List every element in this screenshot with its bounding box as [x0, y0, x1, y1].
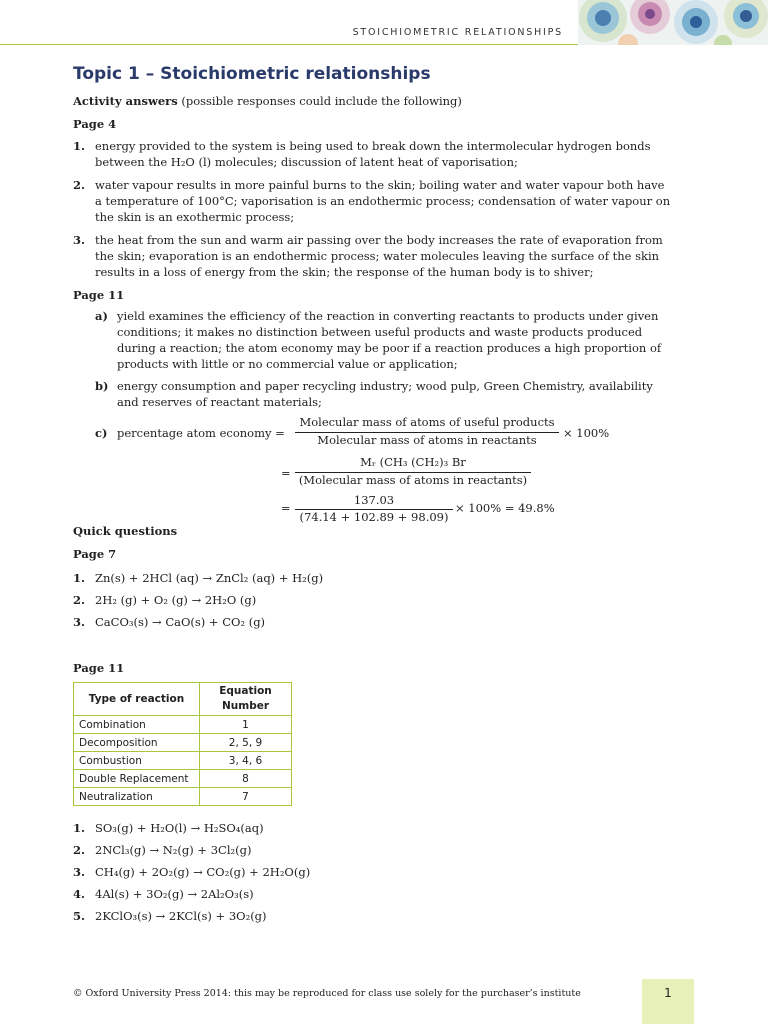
table-cell: 3, 4, 6 [200, 752, 292, 770]
table-cell: Combination [74, 716, 200, 734]
equals-sign: = [281, 466, 291, 480]
list-item-text: percentage atom economy = [117, 426, 285, 440]
table-row [74, 788, 292, 806]
item-number: 2. [73, 178, 86, 192]
table-cell: 8 [200, 770, 292, 788]
list-item-line: the skin; evaporation is an endothermic process; water molecules leaving the surface of the skin [95, 249, 660, 263]
table-cell: Combustion [74, 752, 200, 770]
fraction-denominator: (74.14 + 102.89 + 98.09) [299, 510, 449, 524]
fraction-denominator: Molecular mass of atoms in reactants [317, 433, 537, 447]
list-item-line: between the H₂O (l) molecules; discussion of latent heat of vaporisation; [95, 155, 518, 169]
item-number: 3. [73, 615, 86, 629]
table-row [74, 752, 292, 770]
formula-tail: × 100% = 49.8% [455, 501, 555, 515]
table-cell: 1 [200, 716, 292, 734]
intro-line [73, 93, 462, 109]
column-header: Type of reaction [74, 683, 200, 716]
list-item-line: yield examines the efficiency of the reaction in converting reactants to products under given [117, 309, 659, 323]
intro-bold: Activity answers [73, 94, 178, 108]
table-row [74, 734, 292, 752]
item-number: 4. [73, 887, 86, 901]
heading-quick-questions: Quick questions [73, 524, 178, 538]
list-item-line: during a reaction; the atom economy may be poor if a reaction produces a high proportion of [117, 341, 662, 355]
page-number: 1 [642, 979, 694, 1024]
running-title: STOICHIOMETRIC RELATIONSHIPS [352, 27, 563, 38]
table-cell: 2, 5, 9 [200, 734, 292, 752]
heading-page-11-quick: Page 11 [73, 661, 125, 675]
item-label: a) [95, 309, 108, 323]
equation: SO₃(g) + H₂O(l) → H₂SO₄(aq) [95, 821, 264, 835]
intro-rest: (possible responses could include the following) [177, 94, 462, 108]
list-item-line: the heat from the sun and warm air passing over the body increases the rate of evaporation from [95, 233, 663, 247]
list-item-line: and reserves of reactant materials; [117, 395, 322, 409]
item-number: 1. [73, 571, 86, 585]
list-item-line: a temperature of 100°C; vaporisation is an endothermic process; condensation of water vapour on [95, 194, 671, 208]
item-label: b) [95, 379, 109, 393]
equation: CaCO₃(s) → CaO(s) + CO₂ (g) [95, 615, 266, 629]
item-label: c) [95, 426, 108, 440]
heading-page-11: Page 11 [73, 288, 125, 302]
list-item-line: the skin is an exothermic process; [95, 210, 295, 224]
item-number: 3. [73, 865, 86, 879]
list-item-line: water vapour results in more painful burns to the skin; boiling water and water vapour both have [95, 178, 665, 192]
list-item-line: products with little or no commercial value or application; [117, 357, 458, 371]
formula-tail: × 100% [563, 426, 610, 440]
equation: CH₄(g) + 2O₂(g) → CO₂(g) + 2H₂O(g) [95, 865, 311, 879]
header-rule [0, 44, 578, 45]
fraction-numerator: Molecular mass of atoms of useful products [299, 415, 555, 429]
equation: Zn(s) + 2HCl (aq) → ZnCl₂ (aq) + H₂(g) [95, 571, 324, 585]
list-item-line: energy consumption and paper recycling industry; wood pulp, Green Chemistry, availability [117, 379, 653, 393]
equation: 4Al(s) + 3O₂(g) → 2Al₂O₃(s) [95, 887, 254, 901]
heading-page-7: Page 7 [73, 547, 117, 561]
table-header-row [74, 683, 292, 716]
list-item-line: results in a loss of energy from the skin; the response of the human body is to shiver; [95, 265, 594, 279]
item-number: 5. [73, 909, 86, 923]
list-item-line: energy provided to the system is being used to break down the intermolecular hydrogen bonds [95, 139, 651, 153]
item-number: 1. [73, 821, 86, 835]
table-row [74, 716, 292, 734]
column-header: Equation Number [200, 683, 292, 716]
table-row [74, 770, 292, 788]
equation: 2KClO₃(s) → 2KCl(s) + 3O₂(g) [95, 909, 267, 923]
table-cell: Double Replacement [74, 770, 200, 788]
equation: 2H₂ (g) + O₂ (g) → 2H₂O (g) [95, 593, 257, 607]
item-number: 1. [73, 139, 86, 153]
equation: 2NCl₃(g) → N₂(g) + 3Cl₂(g) [95, 843, 252, 857]
heading-page-4: Page 4 [73, 117, 117, 131]
header-decorative-image [578, 0, 768, 45]
item-number: 2. [73, 593, 86, 607]
table-cell: Neutralization [74, 788, 200, 806]
equals-sign: = [281, 501, 291, 515]
item-number: 2. [73, 843, 86, 857]
table-cell: Decomposition [74, 734, 200, 752]
page-title: Topic 1 – Stoichiometric relationships [73, 64, 431, 84]
fraction-numerator: 137.03 [353, 493, 395, 507]
reaction-type-table [73, 682, 292, 806]
item-number: 3. [73, 233, 86, 247]
copyright-footer: © Oxford University Press 2014: this may be reproduced for class use solely for the purchaser’s institute [73, 988, 581, 999]
fraction-denominator: (Molecular mass of atoms in reactants) [298, 473, 528, 487]
fraction-numerator: Mᵣ (CH₃ (CH₂)₃ Br [360, 455, 466, 469]
table-cell: 7 [200, 788, 292, 806]
list-item-line: conditions; it makes no distinction between useful products and waste products produced [117, 325, 643, 339]
